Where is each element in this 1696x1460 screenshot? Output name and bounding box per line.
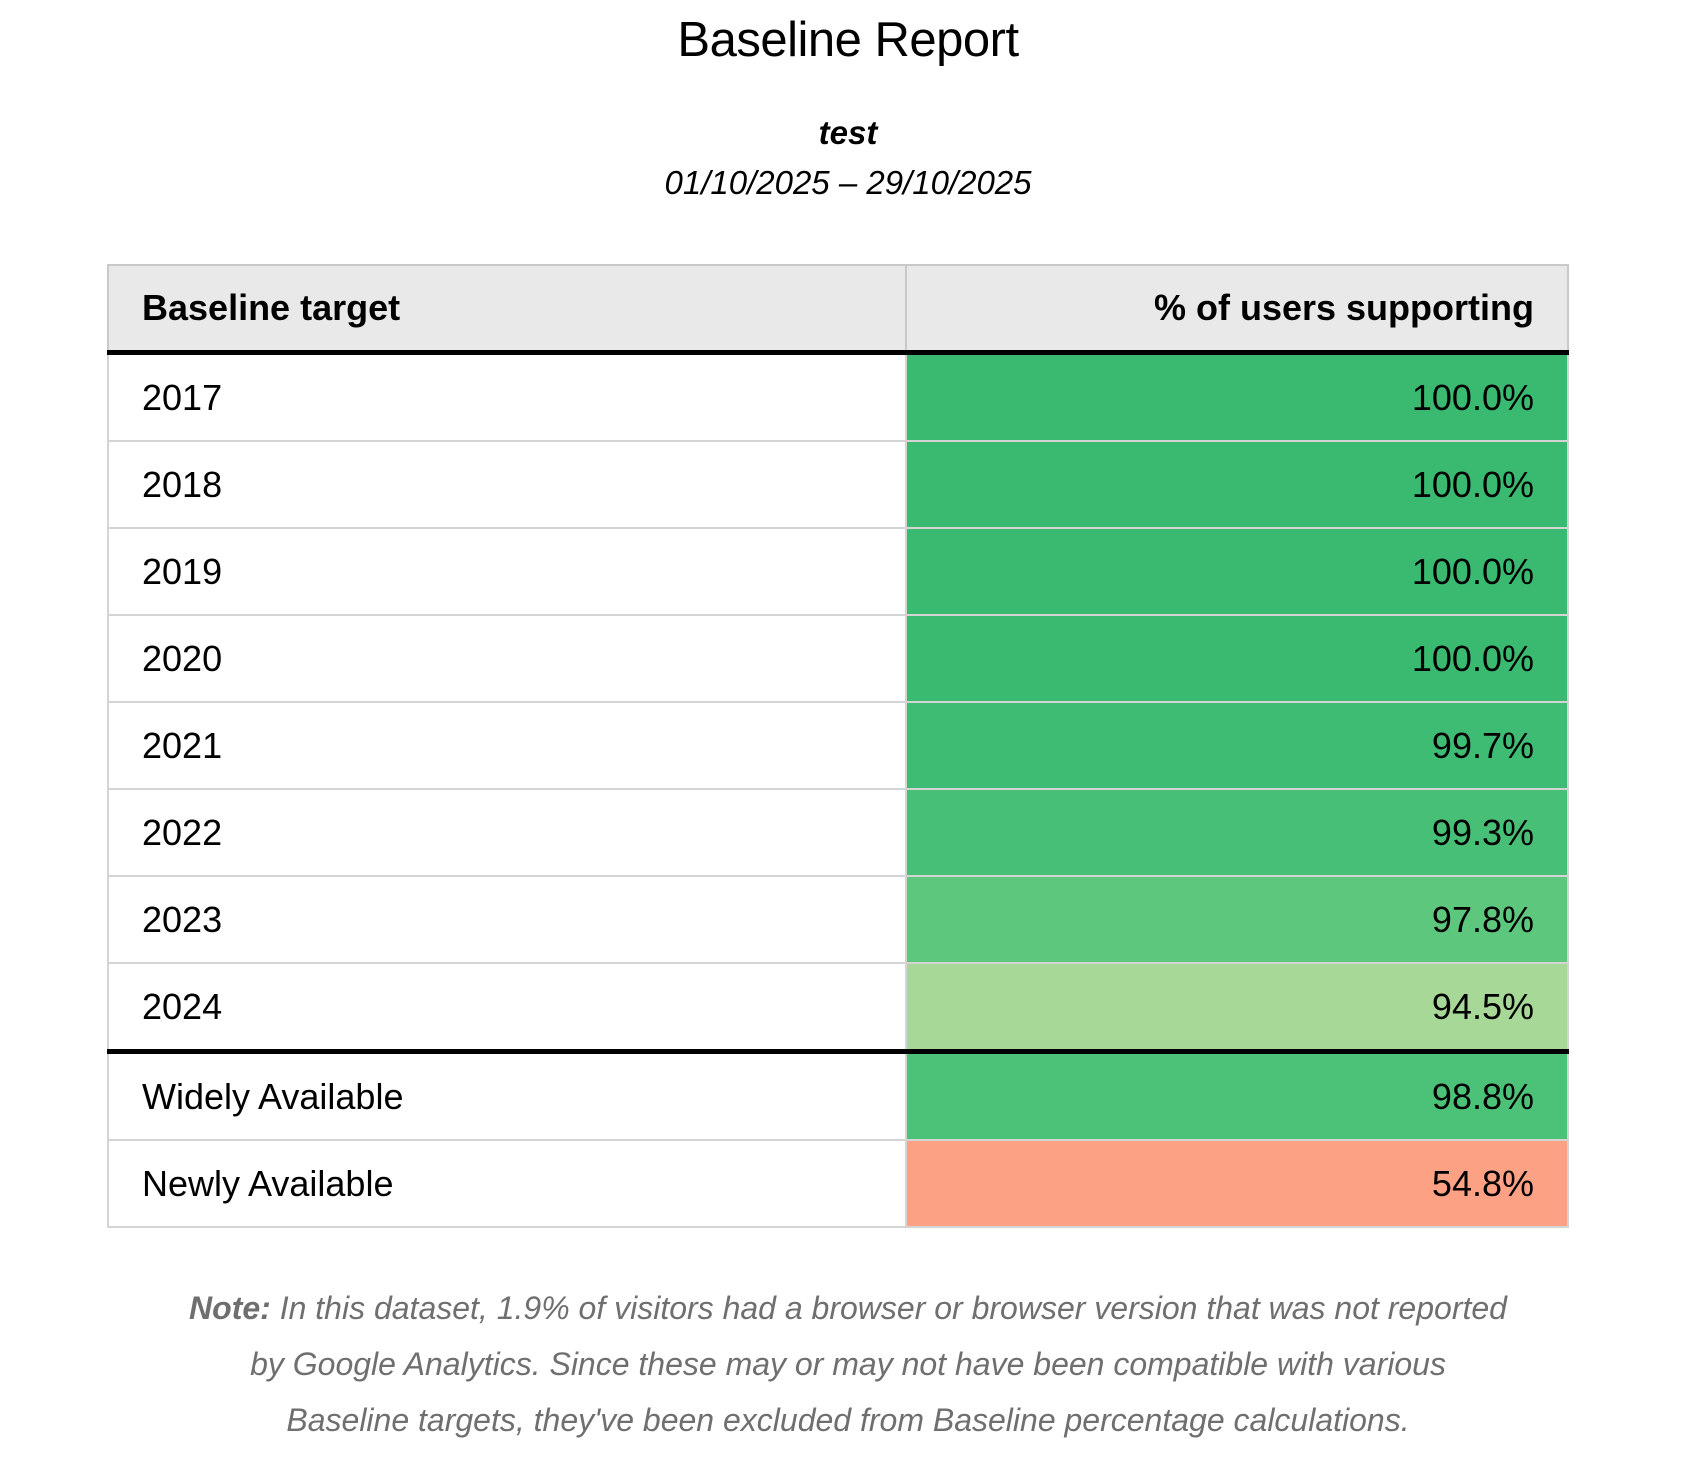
baseline-target-cell: 2022 (108, 789, 906, 876)
report-title: Baseline Report (677, 13, 1019, 67)
baseline-target-cell: Widely Available (108, 1052, 906, 1141)
table-row (108, 1052, 1568, 1141)
baseline-target-cell: 2019 (108, 528, 906, 615)
table-row (108, 1140, 1568, 1227)
baseline-target-cell: Newly Available (108, 1140, 906, 1227)
table-row (108, 441, 1568, 528)
note-label: Note: (189, 1290, 271, 1326)
report-page (0, 12, 1696, 1448)
baseline-table (107, 264, 1569, 1228)
table-row (108, 876, 1568, 963)
percent-supporting-cell: 99.7% (906, 702, 1568, 789)
table-row (108, 528, 1568, 615)
table-body (108, 353, 1568, 1228)
percent-supporting-cell: 99.3% (906, 789, 1568, 876)
percent-supporting-cell: 54.8% (906, 1140, 1568, 1227)
percent-supporting-cell: 100.0% (906, 528, 1568, 615)
percent-supporting-cell: 100.0% (906, 615, 1568, 702)
table-row (108, 702, 1568, 789)
report-date-range: 01/10/2025 – 29/10/2025 (664, 164, 1032, 201)
baseline-target-cell: 2018 (108, 441, 906, 528)
report-note (188, 1280, 1508, 1448)
baseline-target-cell: 2021 (108, 702, 906, 789)
baseline-target-cell: 2017 (108, 353, 906, 442)
column-header-percent-supporting: % of users supporting (906, 265, 1568, 353)
table-header-row (108, 265, 1568, 353)
percent-supporting-cell: 98.8% (906, 1052, 1568, 1141)
baseline-target-cell: 2024 (108, 963, 906, 1052)
table-row (108, 353, 1568, 442)
baseline-target-cell: 2023 (108, 876, 906, 963)
percent-supporting-cell: 97.8% (906, 876, 1568, 963)
table-row (108, 615, 1568, 702)
table-head (108, 265, 1568, 353)
report-subtitle: test (818, 114, 878, 151)
percent-supporting-cell: 100.0% (906, 353, 1568, 442)
table-row (108, 789, 1568, 876)
baseline-target-cell: 2020 (108, 615, 906, 702)
percent-supporting-cell: 100.0% (906, 441, 1568, 528)
percent-supporting-cell: 94.5% (906, 963, 1568, 1052)
note-text: In this dataset, 1.9% of visitors had a browser or browser version that was not reported by Google Analytics. Since these may or may not have been compatible with various Baseline targets, they've been excluded from Baseline percentage calculations. (250, 1290, 1507, 1438)
column-header-baseline-target: Baseline target (108, 265, 906, 353)
table-row (108, 963, 1568, 1052)
